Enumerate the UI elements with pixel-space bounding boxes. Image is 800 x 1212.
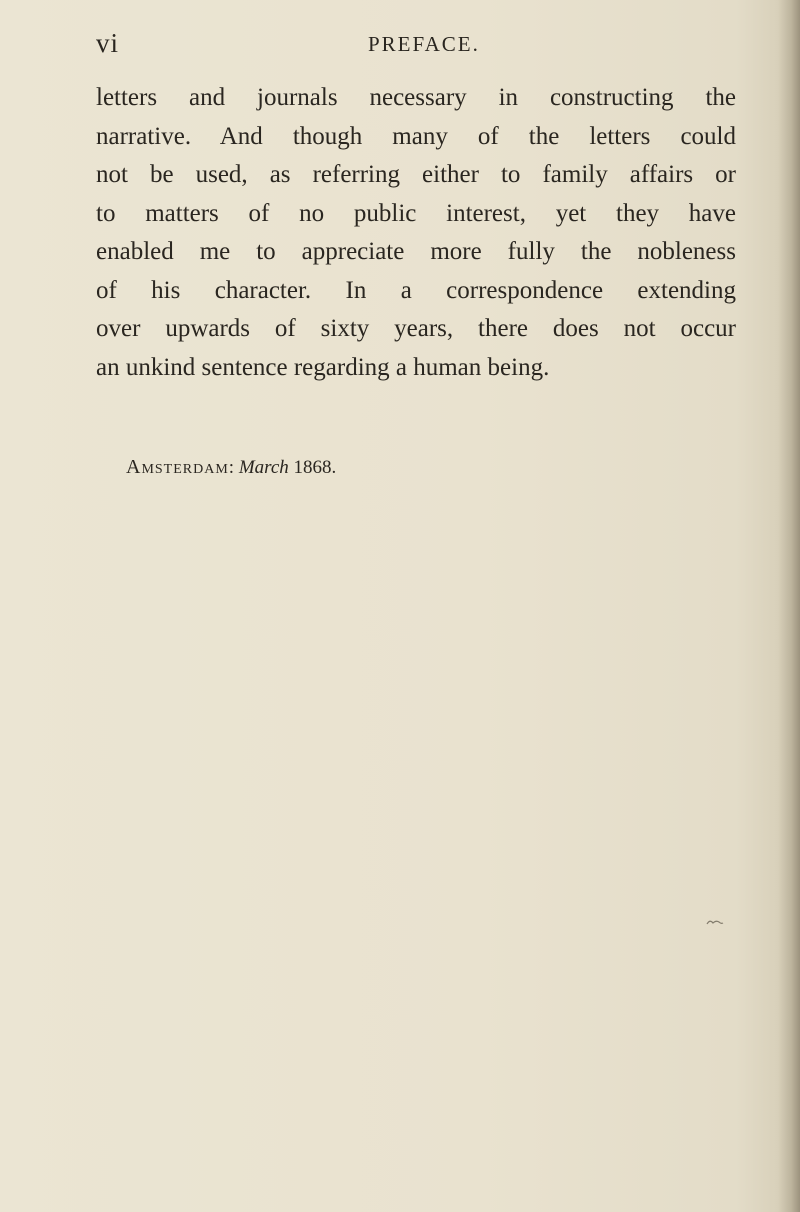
- text-line: enabled me to appreciate more fully the nobleness: [96, 238, 736, 265]
- text-line: over upwards of sixty years, there does not occur: [96, 315, 736, 342]
- preface-paragraph: [96, 79, 736, 387]
- signature-year: 1868.: [293, 457, 337, 478]
- page-number: vi: [96, 28, 120, 58]
- running-head: PREFACE.: [368, 32, 480, 56]
- ink-smudge-icon: [706, 918, 724, 926]
- text-line: an unkind sentence regarding a human being.: [96, 353, 550, 381]
- text-line: narrative. And though many of the letters could: [96, 122, 736, 150]
- text-line: not be used, as referring either to family affairs or: [96, 161, 736, 188]
- text-line: to matters of no public interest, yet they have: [96, 199, 736, 227]
- text-line: letters and journals necessary in constructing the: [96, 84, 736, 111]
- text-line: of his character. In a correspondence extending: [96, 276, 736, 304]
- page-edge-shadow: [778, 0, 800, 1212]
- page-header: [96, 28, 716, 64]
- signature-separator: :: [228, 457, 235, 478]
- place-and-date: [126, 456, 336, 479]
- signature-place: Amsterdam: [126, 456, 229, 478]
- signature-month: March: [238, 457, 289, 478]
